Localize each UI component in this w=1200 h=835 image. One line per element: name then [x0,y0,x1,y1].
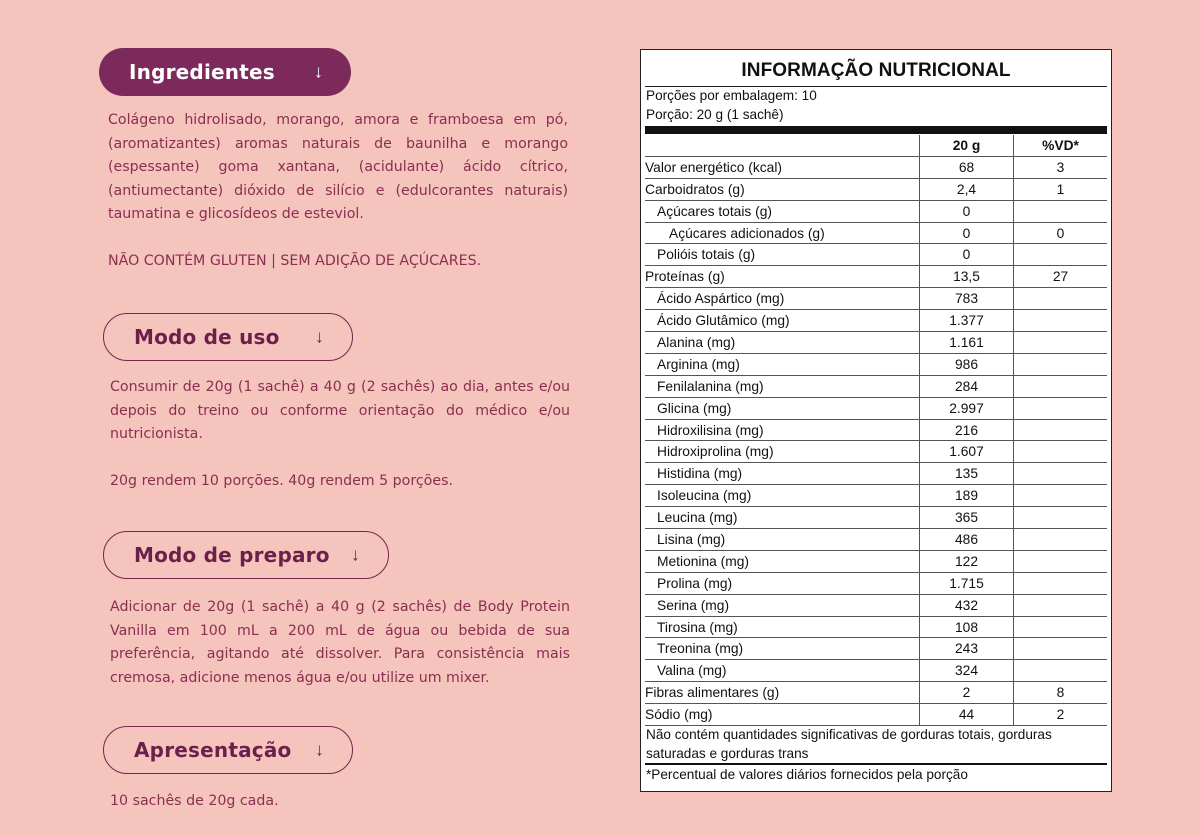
nutrient-label: Valor energético (kcal) [645,159,783,175]
nutrient-dv: 8 [1013,682,1107,703]
ingredientes-text: Colágeno hidrolisado, morango, amora e framboesa em pó, (aromatizantes) aromas naturais de baunilha e morango (espessante) goma xantana, (acidulante) ácido cítrico, (antiumectante) dióxido de silício e (edulcorantes naturais) taumatina e glicosídeos de esteviol. [108,112,568,222]
nutrient-label: Hidroxiprolina (mg) [657,444,774,460]
nutrient-label: Valina (mg) [657,663,727,679]
arrow-down-icon: ↓ [351,544,360,565]
nutrient-label: Ácido Aspártico (mg) [657,291,785,307]
nutrient-dv [1013,551,1107,572]
divider-thick [645,763,1107,765]
nutrient-dv [1013,441,1107,462]
nutrient-dv: 27 [1013,266,1107,287]
divider [645,86,1107,87]
nutrient-amount: 2 [919,682,1013,703]
modo-de-preparo-title: Modo de preparo [134,543,330,567]
nutrient-label: Metionina (mg) [657,553,750,569]
nutrient-amount: 1.715 [919,573,1013,594]
table-row [645,463,1107,485]
nutrient-dv [1013,660,1107,681]
nutrient-label: Tirosina (mg) [657,619,738,635]
nutrient-amount: 486 [919,529,1013,550]
nutrient-label: Treonina (mg) [657,641,744,657]
nutrient-amount: 783 [919,288,1013,309]
nutrient-amount: 122 [919,551,1013,572]
nutrient-label: Serina (mg) [657,597,730,613]
apresentacao-text: 10 sachês de 20g cada. [110,793,279,809]
nutrient-label: Açúcares adicionados (g) [669,225,825,241]
table-row [645,638,1107,660]
nutrient-amount: 1.607 [919,441,1013,462]
nutrient-amount: 432 [919,595,1013,616]
modo-de-uso-title: Modo de uso [134,325,280,349]
table-row [645,288,1107,310]
table-row [645,179,1107,201]
nutrient-dv [1013,529,1107,550]
table-row [645,529,1107,551]
ingredientes-title: Ingredientes [129,60,275,84]
arrow-down-icon: ↓ [315,326,324,347]
nutrient-dv: 3 [1013,157,1107,178]
nutrient-amount: 13,5 [919,266,1013,287]
nutrient-dv [1013,310,1107,331]
nutrient-amount: 365 [919,507,1013,528]
nutrient-amount: 44 [919,704,1013,725]
modo-de-uso-note: 20g rendem 10 porções. 40g rendem 5 porções. [110,473,453,489]
nutrient-dv [1013,595,1107,616]
table-row [645,660,1107,682]
nutrient-amount: 0 [919,201,1013,222]
nutrient-label: Hidroxilisina (mg) [657,422,764,438]
nutrient-amount: 2.997 [919,398,1013,419]
table-row [645,310,1107,332]
nutrient-dv [1013,463,1107,484]
nutrient-dv: 1 [1013,179,1107,200]
servings-per-package: Porções por embalagem: 10 [646,88,817,103]
table-row [645,595,1107,617]
nutrition-title: INFORMAÇÃO NUTRICIONAL [741,60,1011,81]
table-row [645,682,1107,704]
nutrient-amount: 284 [919,376,1013,397]
nutrient-label: Proteínas (g) [645,269,725,285]
table-row [645,485,1107,507]
apresentacao-title: Apresentação [134,738,292,762]
table-row [645,441,1107,463]
header-amount: 20 g [919,135,1013,156]
nutrient-amount: 986 [919,354,1013,375]
modo-de-preparo-tab[interactable] [103,531,389,579]
table-row [645,551,1107,573]
nutrition-facts-table [640,49,1112,792]
nutrient-dv [1013,638,1107,659]
nutrient-dv [1013,485,1107,506]
table-row [645,617,1107,639]
nutrient-amount: 2,4 [919,179,1013,200]
nutrient-label: Sódio (mg) [645,707,713,723]
nutrient-dv [1013,398,1107,419]
arrow-down-icon: ↓ [314,61,323,82]
nutrient-label: Leucina (mg) [657,510,738,526]
nutrient-amount: 324 [919,660,1013,681]
nutrient-dv [1013,332,1107,353]
footnote-fats: Não contém quantidades significativas de gorduras totais, gorduras saturadas e gorduras trans [646,727,1052,761]
dv-footnote: *Percentual de valores diários fornecidos pela porção [646,767,968,782]
nutrient-label: Polióis totais (g) [657,247,756,263]
nutrient-amount: 135 [919,463,1013,484]
modo-de-uso-text: Consumir de 20g (1 sachê) a 40 g (2 sachês) ao dia, antes e/ou depois do treino ou conforme orientação do médico e/ou nutricionista. [110,379,570,442]
nutrient-amount: 189 [919,485,1013,506]
table-row [645,507,1107,529]
header-label [645,135,919,156]
nutrient-label: Fibras alimentares (g) [645,685,780,701]
nutrient-amount: 216 [919,420,1013,441]
nutrient-label: Prolina (mg) [657,575,733,591]
nutrient-dv [1013,573,1107,594]
nutrient-label: Açúcares totais (g) [657,203,773,219]
table-row [645,573,1107,595]
nutrient-label: Ácido Glutâmico (mg) [657,313,790,329]
modo-de-uso-tab[interactable] [103,313,353,361]
nutrient-dv [1013,354,1107,375]
nutrient-amount: 68 [919,157,1013,178]
nutrient-dv: 2 [1013,704,1107,725]
table-row [645,332,1107,354]
nutrient-amount: 108 [919,617,1013,638]
table-row [645,157,1107,179]
nutrient-dv [1013,288,1107,309]
divider-thick [645,126,1107,134]
table-row [645,398,1107,420]
nutrient-dv [1013,244,1107,265]
ingredientes-note: NÃO CONTÉM GLUTEN | SEM ADIÇÃO DE AÇÚCARES. [108,253,482,269]
nutrient-amount: 243 [919,638,1013,659]
table-row [645,354,1107,376]
nutrient-label: Isoleucina (mg) [657,488,752,504]
apresentacao-tab[interactable] [103,726,353,774]
table-row [645,201,1107,223]
nutrient-amount: 1.377 [919,310,1013,331]
nutrient-label: Glicina (mg) [657,400,732,416]
nutrient-dv: 0 [1013,223,1107,244]
nutrient-dv [1013,617,1107,638]
nutrient-dv [1013,420,1107,441]
table-row [645,376,1107,398]
table-row [645,244,1107,266]
table-header-row [645,135,1107,157]
nutrient-label: Lisina (mg) [657,531,726,547]
nutrient-dv [1013,376,1107,397]
nutrient-amount: 0 [919,244,1013,265]
nutrient-label: Arginina (mg) [657,356,740,372]
nutrient-label: Carboidratos (g) [645,181,745,197]
table-row [645,704,1107,726]
nutrient-label: Alanina (mg) [657,334,736,350]
table-row [645,420,1107,442]
nutrient-dv [1013,507,1107,528]
nutrient-label: Histidina (mg) [657,466,743,482]
modo-de-preparo-text: Adicionar de 20g (1 sachê) a 40 g (2 sachês) de Body Protein Vanilla em 100 mL a 200 mL de água ou bebida de sua preferência, agitando até dissolver. Para consistência mais cremosa, adicione menos água e/ou utilize um mixer. [110,599,570,686]
nutrient-dv [1013,201,1107,222]
table-row [645,266,1107,288]
nutrient-amount: 1.161 [919,332,1013,353]
header-dv: %VD* [1013,135,1107,156]
nutrition-grid [645,135,1107,726]
table-row [645,223,1107,245]
serving-size: Porção: 20 g (1 sachê) [646,107,784,122]
ingredientes-tab[interactable] [99,48,351,96]
nutrient-label: Fenilalanina (mg) [657,378,764,394]
nutrient-amount: 0 [919,223,1013,244]
arrow-down-icon: ↓ [315,739,324,760]
